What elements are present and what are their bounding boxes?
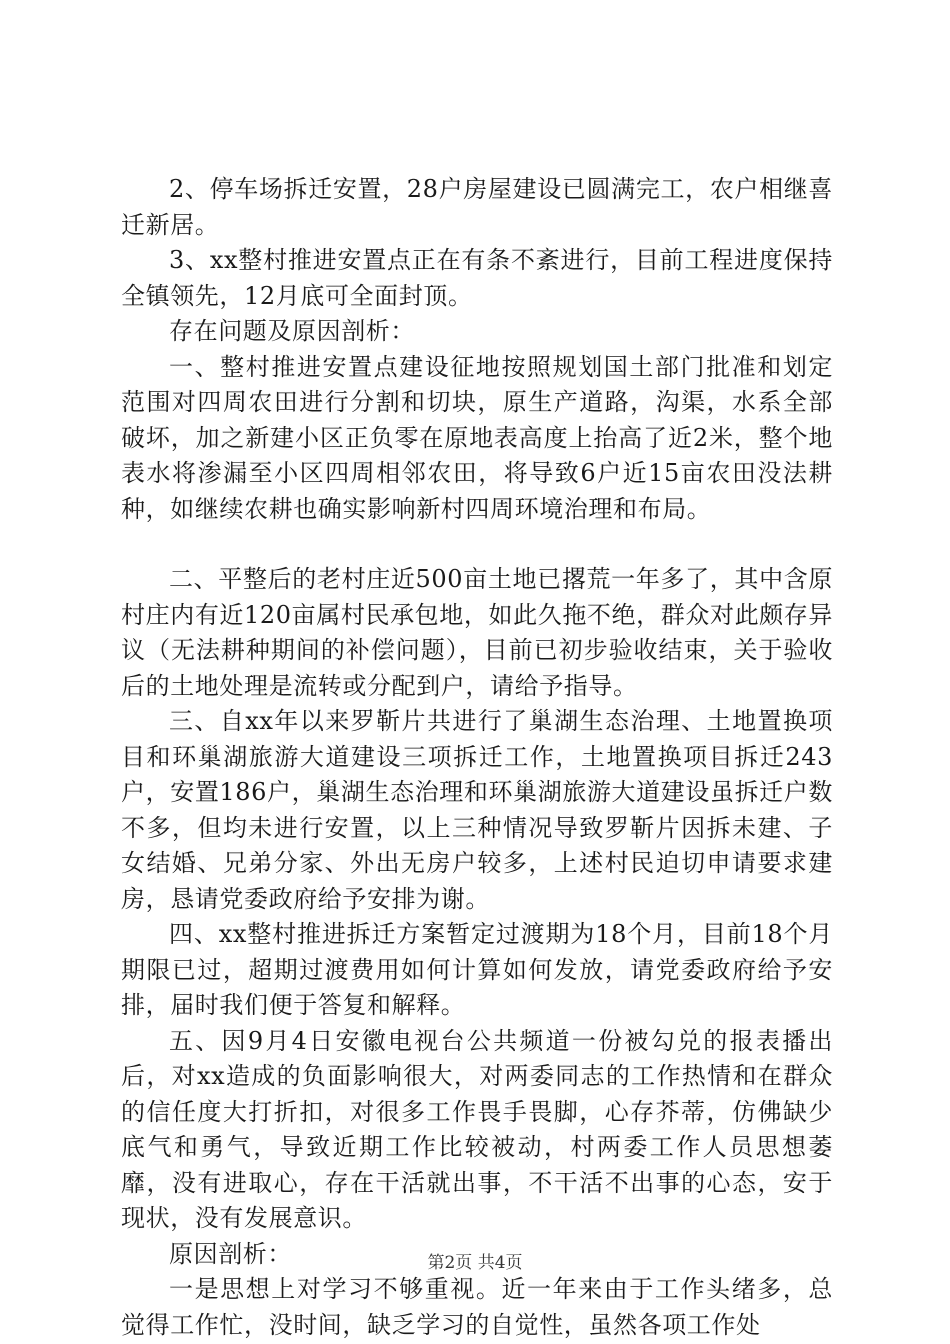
paragraph-gap bbox=[121, 527, 833, 562]
paragraph-problem-five: 五、因9月4日安徽电视台公共频道一份被勾兑的报表播出后，对xx造成的负面影响很大，对两委同志的工作热情和在群众的信任度大打折扣，对很多工作畏手畏脚，心存芥蒂，仿佛缺少底气和勇气，导致近期工作比较被动，村两委工作人员思想萎靡，没有进取心，存在干活就出事，不干活不出事的心态，安于现状，没有发展意识。 bbox=[121, 1026, 833, 1232]
paragraph-problem-one: 一、整村推进安置点建设征地按照规划国土部门批准和划定范围对四周农田进行分割和切块，原生产道路，沟渠，水系全部破坏，加之新建小区正负零在原地表高度上抬高了近2米，整个地表水将渗漏至小区四周相邻农田，将导致6户近15亩农田没法耕种，如继续农耕也确实影响新村四周环境治理和布局。 bbox=[121, 352, 833, 523]
section-heading-problems: 存在问题及原因剖析： bbox=[169, 317, 415, 345]
paragraph-resettlement-progress: 3、xx整村推进安置点正在有条不紊进行，目前工程进度保持全镇领先，12月底可全面封顶。 bbox=[121, 246, 833, 310]
document-body bbox=[121, 172, 833, 1343]
paragraph-problem-four: 四、xx整村推进拆迁方案暂定过渡期为18个月，目前18个月期限已过，超期过渡费用如何计算如何发放，请党委政府给予安排，届时我们便于答复和解释。 bbox=[121, 920, 833, 1019]
paragraph-problem-three: 三、自xx年以来罗靳片共进行了巢湖生态治理、土地置换项目和环巢湖旅游大道建设三项拆迁工作，土地置换项目拆迁243户，安置186户，巢湖生态治理和环巢湖旅游大道建设虽拆迁户数不多，但均未进行安置，以上三种情况导致罗靳片因拆未建、子女结婚、兄弟分家、外出无房户较多，上述村民迫切申请要求建房，恳请党委政府给予安排为谢。 bbox=[121, 707, 833, 913]
section-heading-cause-analysis: 原因剖析： bbox=[169, 1239, 292, 1268]
page-number-footer: 第2页 共4页 bbox=[427, 1253, 523, 1273]
paragraph-parking-resettlement: 2、停车场拆迁安置，28户房屋建设已圆满完工，农户相继喜迁新居。 bbox=[121, 175, 833, 239]
paragraph-problem-two: 二、平整后的老村庄近500亩土地已撂荒一年多了，其中含原村庄内有近120亩属村民承包地，如此久拖不绝，群众对此颇存异议（无法耕种期间的补偿问题），目前已初步验收结束，关于验收后的土地处理是流转或分配到户，请给予指导。 bbox=[121, 565, 833, 700]
paragraph-cause-one: 一是思想上对学习不够重视。近一年来由于工作头绪多，总觉得工作忙，没时间，缺乏学习的自觉性，虽然各项工作处 bbox=[121, 1275, 833, 1339]
